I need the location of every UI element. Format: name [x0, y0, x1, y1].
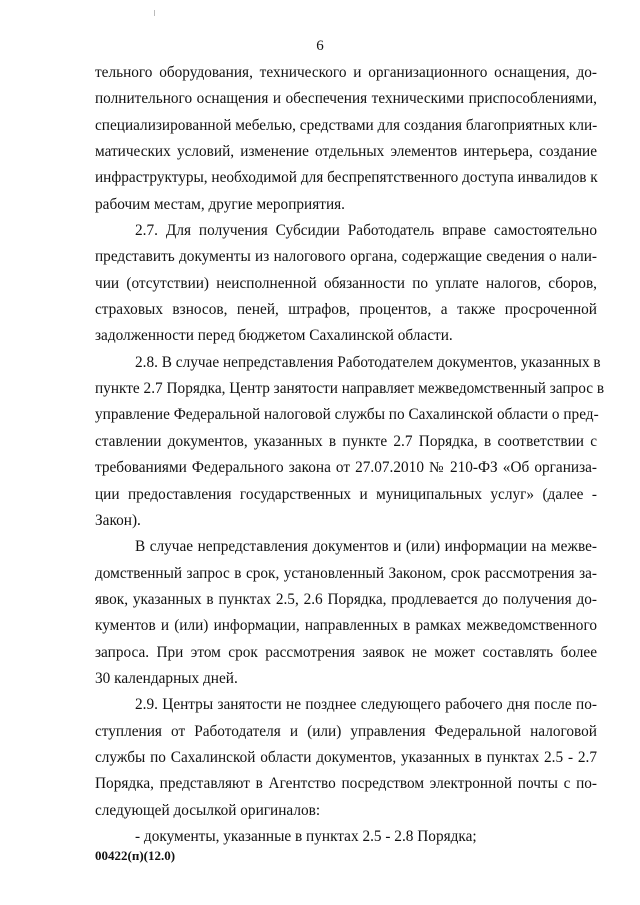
text-line: 2.7. Для получения Субсидии Работодатель вправе самостоятельно [135, 222, 597, 240]
text-line: требованиями Федерального закона от 27.07.2010 № 210-ФЗ «Об организа- [95, 459, 597, 477]
text-line: ставлении документов, указанных в пункте 2.7 Порядка, в соответствии с [95, 432, 597, 450]
text-line: управление Федеральной налоговой службы по Сахалинской области о пред- [95, 406, 599, 424]
text-line: 2.9. Центры занятости не позднее следующего рабочего дня после по- [135, 696, 597, 714]
text-line: Порядка, представляют в Агентство посредством электронной почты с по- [95, 775, 597, 793]
text-line: задолженности перед бюджетом Сахалинской области. [95, 327, 453, 345]
text-line: запроса. При этом срок рассмотрения заявок не может составлять более [95, 643, 597, 661]
text-line: страховых взносов, пеней, штрафов, процентов, а также просроченной [95, 301, 597, 319]
text-line: представить документы из налогового органа, содержащие сведения о нали- [95, 248, 597, 266]
text-line: специализированной мебелью, средствами для создания благоприятных кли- [95, 116, 598, 134]
text-line: пункте 2.7 Порядка, Центр занятости направляет межведомственный запрос в [95, 380, 605, 398]
text-line: матических условий, изменение отдельных элементов интерьера, создание [95, 143, 597, 161]
text-line: следующей досылкой оригиналов: [95, 801, 321, 819]
text-line: 2.8. В случае непредставления Работодателем документов, указанных в [135, 353, 601, 371]
text-line: инфраструктуры, необходимой для беспрепятственного доступа инвалидов к [95, 169, 598, 187]
page-number: 6 [316, 38, 324, 54]
text-line: тельного оборудования, технического и организационного оснащения, до- [95, 64, 597, 81]
text-line: рабочим местам, другие мероприятия. [95, 195, 345, 213]
scan-mark [154, 10, 155, 16]
document-body [95, 60, 605, 850]
text-line: В случае непредставления документов и (или) информации на межве- [135, 538, 597, 556]
text-line: домственный запрос в срок, установленный Законом, срок рассмотрения за- [95, 564, 597, 582]
text-line: - документы, указанные в пунктах 2.5 - 2.8 Порядка; [135, 827, 477, 845]
text-line: явок, указанных в пунктах 2.5, 2.6 Порядка, продлевается до получения до- [95, 590, 597, 608]
document-code: 00422(п)(12.0) [95, 848, 176, 863]
text-line: ступления от Работодателя и (или) управления Федеральной налоговой [95, 722, 597, 740]
text-line: кументов и (или) информации, направленных в рамках межведомственного [95, 617, 597, 635]
text-line: ции предоставления государственных и муниципальных услуг» (далее - [95, 485, 597, 503]
text-line: службы по Сахалинской области документов, указанных в пунктах 2.5 - 2.7 [95, 748, 597, 766]
text-line: Закон). [95, 511, 141, 529]
text-line: 30 календарных дней. [95, 669, 238, 687]
text-line: чии (отсутствии) неисполненной обязанности по уплате налогов, сборов, [95, 274, 597, 292]
text-line: полнительного оснащения и обеспечения техническими приспособлениями, [95, 90, 597, 108]
